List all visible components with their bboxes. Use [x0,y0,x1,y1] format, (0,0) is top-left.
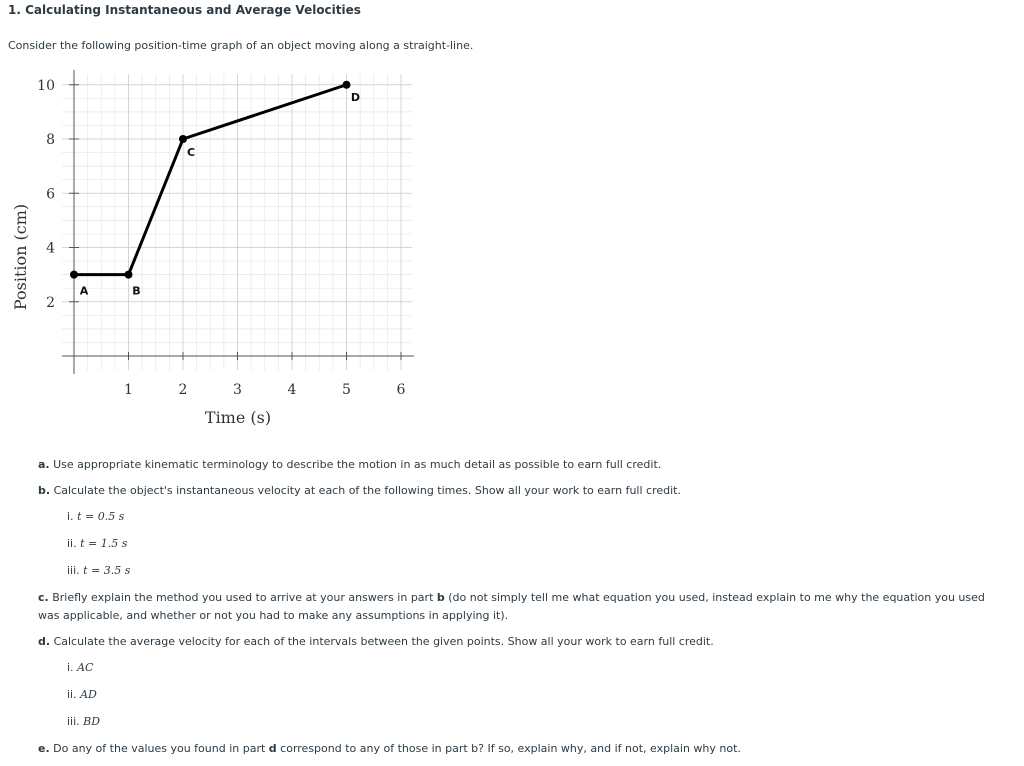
point-label-c: C [186,146,196,159]
point-label-b: B [132,284,141,298]
y-tick-label: 4 [46,240,55,257]
y-axis-label: Position (cm) [11,203,30,311]
question-b-item-3: iii. t = 3.5 s [67,564,131,577]
x-tick-label: 1 [124,382,133,398]
question-b-item-1: i. t = 0.5 s [67,510,125,523]
question-d: d. Calculate the average velocity for each of the intervals between the given points. Show all your work to earn full credit. [38,635,714,648]
position-time-graph [0,62,440,452]
data-series [70,81,360,298]
x-tick-label: 2 [178,382,188,398]
data-point-d [343,81,351,89]
y-tick-label: 8 [46,132,55,148]
question-e: e. Do any of the values you found in part d correspond to any of those in part b? If so, explain why, and if not, explain why not. [38,742,741,755]
grid-lines [62,74,412,370]
data-point-c [179,135,187,143]
page-title: 1. Calculating Instantaneous and Average Velocities [8,3,361,17]
question-d-item-2: ii. AD [67,688,97,701]
question-d-item-3: iii. BD [67,715,101,728]
data-point-a [70,271,78,279]
intro-text: Consider the following position-time graph of an object moving along a straight-line. [8,39,474,52]
question-list [38,456,988,766]
point-label-d: D [350,90,361,104]
question-c: c. Briefly explain the method you used to arrive at your answers in part b (do not simply tell me what equation you used, instead explain to me why the equation you used was applicable, and whether or not you had to make any assumptions in applying it). [38,591,985,622]
point-label-a: A [79,284,89,298]
x-tick-label: 3 [233,382,242,398]
question-b-item-2: ii. t = 1.5 s [67,537,128,550]
question-d-item-1: i. AC [67,661,94,674]
x-axis-label: Time (s) [204,408,272,427]
x-tick-label: 6 [396,382,406,398]
x-tick-label: 5 [342,382,351,398]
data-point-b [125,271,133,279]
y-tick-label: 6 [46,186,55,203]
x-tick-label: 4 [287,382,297,398]
y-tick-label: 2 [46,294,55,311]
y-tick-label: 10 [37,77,55,94]
question-b: b. Calculate the object's instantaneous velocity at each of the following times. Show all your work to earn full credit. [38,484,681,497]
question-a: a. Use appropriate kinematic terminology to describe the motion in as much detail as possible to earn full credit. [38,458,662,471]
